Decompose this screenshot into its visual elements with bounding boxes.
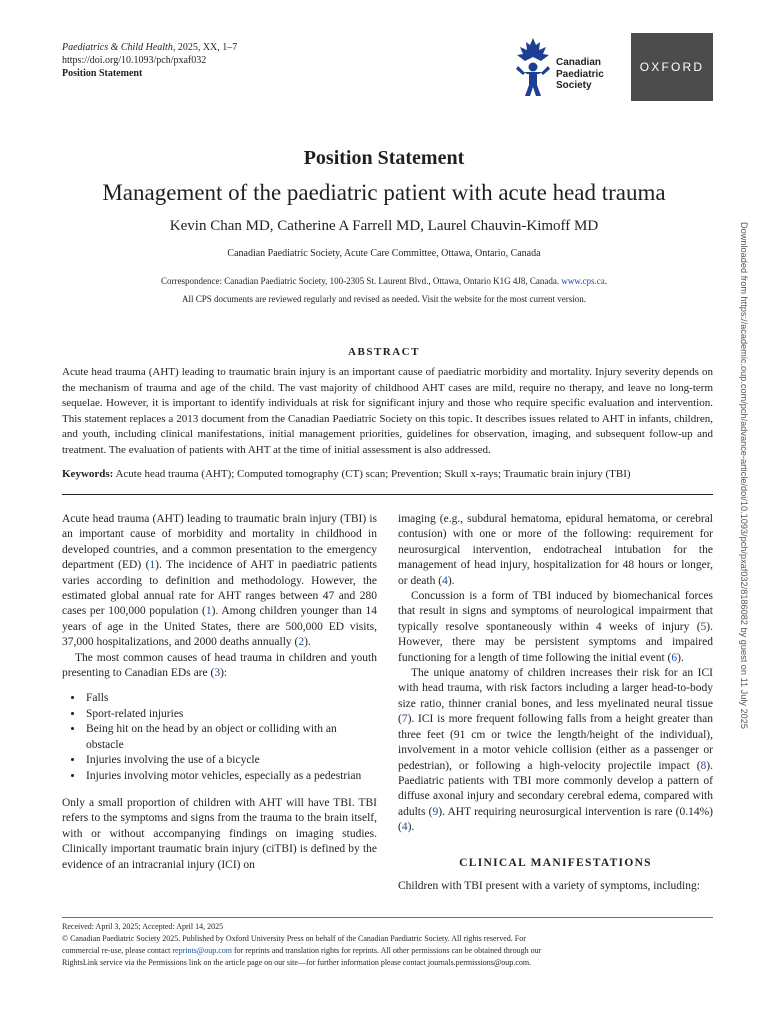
citation-link[interactable]: 5 bbox=[700, 620, 707, 633]
citation-link[interactable]: 1 bbox=[149, 559, 156, 572]
cps-website-link[interactable]: www.cps.ca bbox=[561, 276, 605, 286]
paragraph: Children with TBI present with a variety of symptoms, including: bbox=[398, 879, 700, 892]
download-note: Downloaded from https://academic.oup.com/pch/advance-article/doi/10.1093/pch/pxaf032/8186082 by guest on 11 July 2025 bbox=[739, 222, 749, 730]
keywords-list: Acute head trauma (AHT); Computed tomography (CT) scan; Prevention; Skull x-rays; Traumatic brain injury (TBI) bbox=[115, 468, 631, 480]
doi-link[interactable]: https://doi.org/10.1093/pch/pxaf032 bbox=[62, 55, 207, 66]
paragraph: Concussion is a form of TBI induced by biomechanical forces that result in signs and symptoms of neurological impairment that typically resolve spontaneously within 4 weeks of injury (5). However, there may be persistent symptoms and impaired functioning for a length of time following the initial event (6). bbox=[398, 590, 713, 664]
list-item: • Injuries involving the use of a bicycle bbox=[84, 753, 377, 768]
affiliation: Canadian Paediatric Society, Acute Care Committee, Ottawa, Ontario, Canada bbox=[227, 248, 541, 259]
cps-logo bbox=[512, 36, 622, 102]
author-list: Kevin Chan MD, Catherine A Farrell MD, Laurel Chauvin-Kimoff MD bbox=[169, 218, 599, 234]
body-column-left bbox=[62, 512, 377, 873]
list-item: • Falls bbox=[84, 691, 377, 706]
citation-link[interactable]: 4 bbox=[401, 821, 408, 834]
section-heading: Position Statement bbox=[303, 147, 465, 169]
divider bbox=[62, 494, 713, 495]
maple-leaf-child-icon bbox=[512, 36, 554, 98]
abstract-text: Acute head trauma (AHT) leading to traumatic brain injury is an important cause of paediatric morbidity and mortality. Injury severity depends on the mechanism of trauma and age of the child. The vast majority of childhood AHT cases are mild, require no therapy, and leave no long-term sequelae. However, it is important to identify individuals at risk for significant injury and those who require specific evaluation and intervention. This statement replaces a 2013 document from the Canadian Paediatric Society on this topic. It describes issues related to AHT in infants, children, and youth, including clinical manifestations, initial management priorities, guidelines for observation, imaging, and subsequent follow-up and treatment. The evaluation of patients with AHT at the time of initial assessment is also addressed. bbox=[62, 366, 713, 456]
keywords-label: Keywords: bbox=[62, 468, 114, 480]
copyright: © Canadian Paediatric Society 2025. Published by Oxford University Press on behalf of the Canadian Paediatric Society. All rights reserved. For bbox=[62, 934, 526, 943]
keywords bbox=[62, 467, 713, 482]
citation-link[interactable]: 9 bbox=[432, 805, 439, 818]
citation-link[interactable]: 2 bbox=[298, 636, 305, 649]
paragraph: The most common causes of head trauma in children and youth presenting to Canadian EDs are (3): bbox=[62, 651, 377, 680]
section-heading: CLINICAL MANIFESTATIONS bbox=[459, 856, 652, 869]
rightslink-line: RightsLink service via the Permissions link on the article page on our site—for further information please contact journals.permissions@oup.com. bbox=[62, 958, 532, 967]
list-item: • Injuries involving motor vehicles, especially as a pedestrian bbox=[84, 769, 377, 784]
journal-citation: , 2025, XX, 1–7 bbox=[172, 42, 238, 53]
cps-wordmark: Canadian Paediatric Society bbox=[556, 57, 604, 91]
list-item: • Sport-related injuries bbox=[84, 707, 377, 722]
citation-link[interactable]: 8 bbox=[700, 759, 707, 772]
citation-link[interactable]: 6 bbox=[671, 651, 678, 664]
citation-link[interactable]: 3 bbox=[214, 667, 221, 680]
paragraph: imaging (e.g., subdural hematoma, epidural hematoma, or cerebral contusion) with one or more of the following: requirement for neurosurgical intervention, endotracheal intubation for the management of head injury, hospitalization for 48 hours or longer, or death (4). bbox=[398, 513, 713, 587]
download-watermark bbox=[738, 222, 750, 802]
oxford-logo: OXFORD bbox=[631, 33, 713, 101]
citation-link[interactable]: 1 bbox=[205, 605, 212, 618]
body-column-right bbox=[398, 512, 713, 894]
permissions-line: commercial re-use, please contact reprints@oup.com for reprints and translation rights for reprints. All other permissions can be obtained through our bbox=[62, 946, 542, 955]
footer-divider bbox=[62, 917, 713, 918]
received-dates: Received: April 3, 2025; Accepted: April 14, 2025 bbox=[62, 922, 224, 931]
list-item: • Being hit on the head by an object or colliding with an obstacle bbox=[84, 722, 377, 753]
journal-name: Paediatrics & Child Health bbox=[62, 42, 173, 53]
article-title: Management of the paediatric patient with acute head trauma bbox=[102, 180, 666, 205]
journal-meta bbox=[62, 41, 237, 80]
citation-link[interactable]: 4 bbox=[442, 574, 448, 587]
causes-list bbox=[62, 691, 377, 783]
review-note: All CPS documents are reviewed regularly and revised as needed. Visit the website for the most current version. bbox=[182, 294, 586, 304]
reprints-email-link[interactable]: reprints@oup.com bbox=[172, 946, 232, 955]
abstract-heading: ABSTRACT bbox=[348, 346, 420, 358]
footer bbox=[62, 921, 713, 969]
paragraph: Acute head trauma (AHT) leading to traumatic brain injury (TBI) is an important cause of morbidity and mortality in childhood in developed countries, and a common presentation to the emergency department (ED) (1). The incidence of AHT in paediatric patients varies according to definition and methodology. However, the estimated global annual rate for AHT ranges between 47 and 280 cases per 100,000 population (1). Among children younger than 14 years of age in the United States, there are 500,000 ED visits, 37,000 hospitalizations, and 2000 deaths annually (2). bbox=[62, 513, 378, 649]
article-type: Position Statement bbox=[62, 68, 143, 79]
correspondence: Correspondence: Canadian Paediatric Society, 100-2305 St. Laurent Blvd., Ottawa, Ontario K1G 4J8, Canada. www.cps.ca. bbox=[161, 276, 607, 286]
paragraph: Only a small proportion of children with AHT will have TBI. TBI refers to the symptoms and signs from the trauma to the brain itself, with or without accompanying findings on imaging studies. Clinically important traumatic brain injury (ciTBI) is defined by the evidence of an intracranial injury (ICI) on bbox=[62, 796, 377, 871]
paragraph: The unique anatomy of children increases their risk for an ICI with head trauma, with risk factors including a larger head-to-body size ratio, thinner cranial bones, and less myelinated neural tissue (7). ICI is more frequent following falls from a height greater than three feet (91 cm or twice the length/height of the individual), involvement in a motor vehicle collision (either as a passenger or pedestrian), or following a high-velocity projectile impact (8). Paediatric patients with TBI more commonly develop a pattern of diffuse axonal injury and secondary cerebral edema, compared with adults (9). AHT requiring neurosurgical intervention is rare (0.14%) (4). bbox=[398, 667, 713, 834]
citation-link[interactable]: 7 bbox=[401, 713, 408, 726]
